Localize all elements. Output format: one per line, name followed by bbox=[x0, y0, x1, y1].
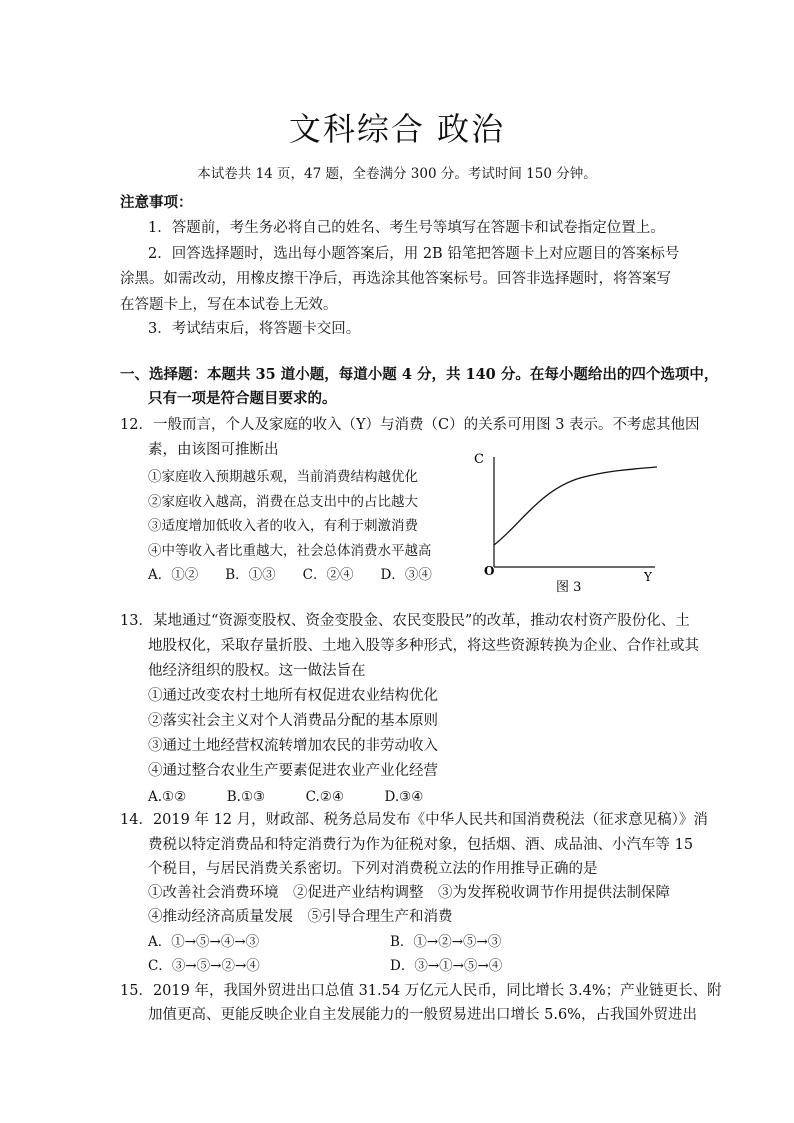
question-13-stem-cont: 地股权化，采取存量折股、土地入股等多种形式，将这些资源转换为企业、合作社或其 bbox=[148, 638, 699, 654]
question-13-stem-cont: 他经济组织的股权。这一做法旨在 bbox=[148, 663, 366, 679]
q13-item: ④通过整合农业生产要素促进农业产业化经营 bbox=[148, 763, 438, 779]
q12-item: ③适度增加低收入者的收入，有利于刺激消费 bbox=[148, 518, 418, 534]
q14-items-row: ④推动经济高质量发展 ⑤引导合理生产和消费 bbox=[148, 909, 453, 925]
notice-line: 3．考试结束后，将答题卡交回。 bbox=[148, 321, 361, 337]
q14-items-row: ①改善社会消费环境 ②促进产业结构调整 ③为发挥税收调节作用提供法制保障 bbox=[148, 885, 670, 901]
question-12-stem-cont: 素，由该图可推断出 bbox=[148, 442, 279, 458]
notice-line: 涂黑。如需改动，用橡皮擦干净后，再选涂其他答案标号。回答非选择题时，将答案写 bbox=[120, 271, 671, 287]
q12-options: A．①② B．①③ C．②④ D．③④ bbox=[148, 567, 432, 583]
q14-option-d: D．③→①→⑤→④ bbox=[390, 958, 503, 974]
y-axis-label: C bbox=[474, 452, 484, 467]
section-heading-cont: 只有一项是符合题目要求的。 bbox=[148, 390, 337, 407]
question-14-stem-cont: 个税目，与居民消费关系密切。下列对消费税立法的作用推导正确的是 bbox=[148, 861, 598, 877]
q13-options: A.①② B.①③ C.②④ D.③④ bbox=[148, 789, 424, 805]
q14-option-a: A．①→⑤→④→③ bbox=[148, 934, 260, 950]
consumption-curve bbox=[494, 467, 657, 545]
q12-item: ④中等收入者比重越大，社会总体消费水平越高 bbox=[148, 543, 432, 559]
origin-label: O bbox=[484, 564, 495, 578]
q13-item: ①通过改变农村土地所有权促进农业结构优化 bbox=[148, 688, 438, 704]
question-14-stem-cont: 费税以特定消费品和特定消费行为作为征税对象，包括烟、酒、成品油、小汽车等 15 bbox=[148, 837, 694, 853]
question-15-stem: 15．2019 年，我国外贸进出口总值 31.54 万亿元人民币，同比增长 3.4%；产业链更长、附 bbox=[120, 983, 722, 999]
question-14-stem: 14．2019 年 12 月，财政部、税务总局发布《中华人民共和国消费税法（征求意见稿）》消 bbox=[120, 812, 708, 828]
notice-heading: 注意事项： bbox=[120, 194, 193, 211]
notice-line: 1．答题前，考生务必将自己的姓名、考生号等填写在答题卡和试卷指定位置上。 bbox=[148, 220, 665, 236]
figure-caption: 图 3 bbox=[556, 580, 582, 595]
notice-line: 2．回答选择题时，选出每小题答案后，用 2B 铅笔把答题卡上对应题目的答案标号 bbox=[148, 246, 680, 262]
page-title: 文科综合 政治 bbox=[288, 110, 506, 148]
question-15-stem-cont: 加值更高、更能反映企业自主发展能力的一般贸易进出口增长 5.6%，占我国外贸进出 bbox=[148, 1007, 697, 1023]
notice-line: 在答题卡上，写在本试卷上无效。 bbox=[120, 297, 338, 313]
q12-item: ①家庭收入预期越乐观，当前消费结构越优化 bbox=[148, 469, 418, 485]
question-13-stem: 13．某地通过“资源变股权、资金变股金、农民变股民”的改革，推动农村资产股份化、土 bbox=[120, 613, 690, 629]
q14-option-b: B．①→②→⑤→③ bbox=[390, 934, 502, 950]
figure-3-chart bbox=[470, 445, 670, 595]
section-heading: 一、选择题：本题共 35 道小题，每道小题 4 分，共 140 分。在每小题给出的四个选项中， bbox=[120, 366, 719, 383]
q12-item: ②家庭收入越高，消费在总支出中的占比越大 bbox=[148, 494, 418, 510]
q14-option-c: C．③→⑤→②→④ bbox=[148, 958, 260, 974]
q13-item: ③通过土地经营权流转增加农民的非劳动收入 bbox=[148, 738, 438, 754]
exam-info: 本试卷共 14 页，47 题，全卷满分 300 分。考试时间 150 分钟。 bbox=[197, 166, 597, 182]
q13-item: ②落实社会主义对个人消费品分配的基本原则 bbox=[148, 713, 438, 729]
x-axis-label: Y bbox=[644, 570, 652, 584]
question-12-stem: 12．一般而言，个人及家庭的收入（Y）与消费（C）的关系可用图 3 表示。不考虑其他因 bbox=[120, 417, 700, 433]
